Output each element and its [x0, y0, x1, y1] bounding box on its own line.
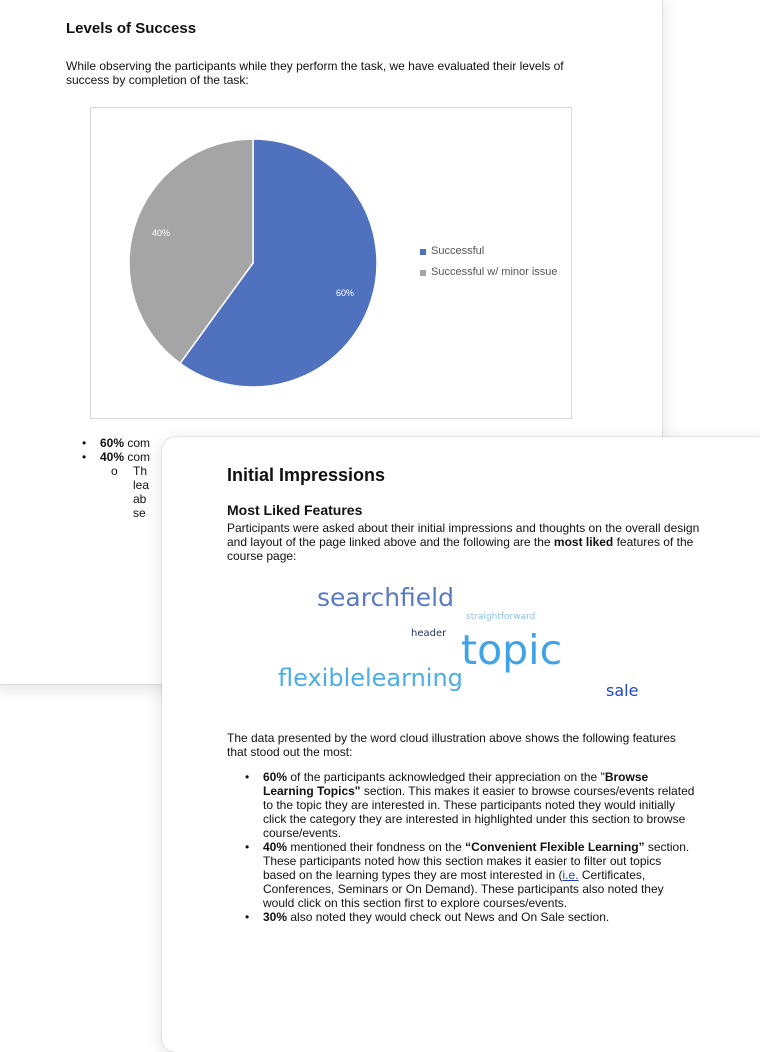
circle-bullet-icon: o: [111, 464, 118, 478]
features-list: [245, 770, 695, 924]
cloud-word: sale: [606, 681, 639, 700]
chart-legend: [420, 241, 558, 283]
bullet-icon: •: [245, 770, 250, 784]
page-title: Initial Impressions: [227, 465, 386, 486]
bullet-text: com: [124, 436, 151, 450]
bullet-percent: 30%: [263, 910, 288, 924]
bullet-percent: 60%: [263, 770, 288, 784]
legend-swatch: [420, 249, 426, 255]
bullet-text: section. These participants noted how this section makes it easier to filter out topics based on the learning types they are most interested in (: [263, 840, 690, 882]
intro-paragraph: While observing the participants while they perform the task, we have evaluated their levels of success by completion of the task:: [66, 59, 564, 87]
cloud-word: topic: [461, 626, 563, 674]
pie-chart-frame: [90, 107, 572, 419]
cloud-word: header: [411, 628, 447, 639]
legend-swatch: [420, 270, 426, 276]
bullet-text: also noted they would check out News and On Sale section.: [287, 910, 610, 924]
bullet-text: Certificates, Conferences, Seminars or On Demand). These participants also noted they would click on this section first to explore courses/events.: [263, 868, 664, 910]
bullet-text: com: [124, 450, 151, 464]
bullet-bold: Browse Learning Topics": [263, 770, 649, 798]
sub-text-fragment: ab: [133, 492, 147, 506]
legend-item-minor-issue: [420, 262, 558, 283]
bullet-bold: “Convenient Flexible Learning”: [465, 840, 645, 854]
section-subtitle: Most Liked Features: [227, 501, 363, 518]
bullet-icon: •: [82, 436, 87, 450]
intro-bold: most liked: [553, 535, 614, 549]
section-title: Levels of Success: [66, 20, 197, 37]
pie-data-label: 40%: [152, 228, 171, 239]
bullet-percent: 60%: [100, 436, 125, 450]
cloud-word: straightforward: [466, 612, 536, 622]
bullet-icon: •: [82, 450, 87, 464]
sub-text-fragment: lea: [133, 478, 150, 492]
cloud-word: searchfield: [317, 583, 454, 612]
legend-label: Successful w/ minor issue: [431, 266, 558, 278]
pie-data-label: 60%: [335, 287, 354, 298]
data-paragraph: The data presented by the word cloud illustration above shows the following features that stood out the most:: [227, 731, 676, 759]
bullet-percent: 40%: [100, 450, 125, 464]
sub-text-fragment: Th: [133, 464, 148, 478]
initial-impressions-page: [162, 437, 760, 1052]
list-item: [245, 910, 695, 924]
intro-paragraph: [227, 521, 707, 563]
sub-text-fragment: se: [133, 506, 146, 520]
legend-label: Successful: [431, 245, 485, 257]
bullet-icon: •: [245, 840, 250, 854]
bullet-text: of the participants acknowledged their appreciation on the ": [287, 770, 605, 784]
bullet-text: mentioned their fondness on the: [287, 840, 466, 854]
bullet-text: section. This makes it easier to browse courses/events related to the topic they are interested in. These participants noted they would initially click the category they are interested in highlighted under this section to browse course/events.: [263, 784, 695, 840]
list-item: [245, 840, 695, 910]
cloud-word: flexiblelearning: [278, 664, 463, 692]
legend-item-successful: [420, 241, 558, 262]
list-item: [245, 770, 695, 840]
intro-end: features of the course page:: [227, 535, 694, 563]
bullet-icon: •: [245, 910, 250, 924]
bullet-percent: 40%: [263, 840, 288, 854]
ie-link[interactable]: i.e.: [562, 868, 579, 882]
intro-text: Participants were asked about their initial impressions and thoughts on the overall design and layout of the page linked above and the following are the: [227, 521, 700, 549]
